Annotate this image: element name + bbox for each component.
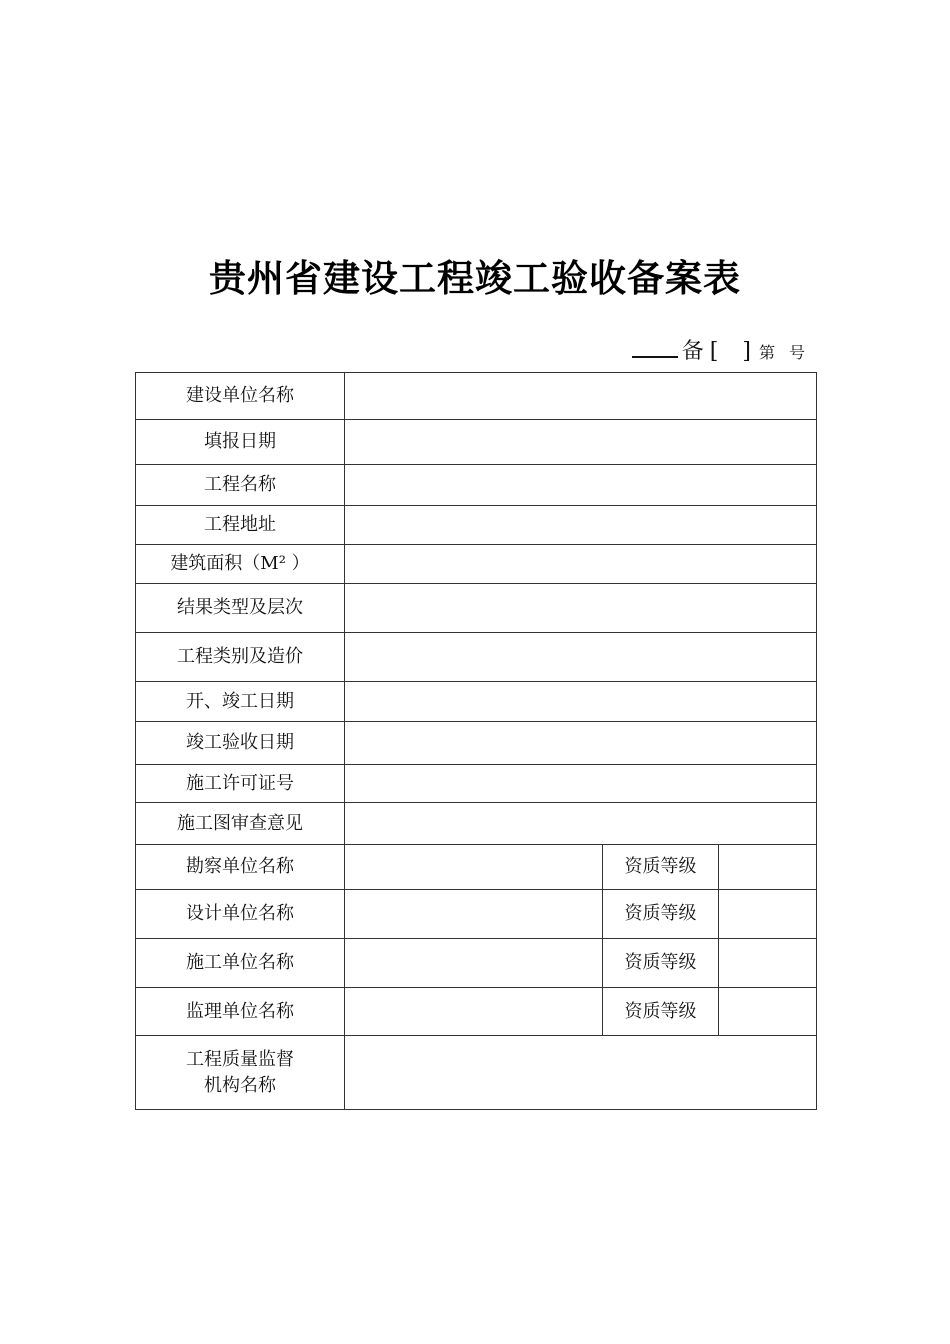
row-label: 工程地址 [136, 506, 345, 545]
unit-name-field[interactable] [345, 890, 603, 939]
row-label: 施工图审查意见 [136, 803, 345, 845]
form-row [136, 420, 817, 465]
row-label: 竣工验收日期 [136, 722, 345, 765]
unit-name-field[interactable] [345, 939, 603, 988]
row-label: 工程名称 [136, 465, 345, 506]
row-value-field[interactable] [345, 682, 817, 722]
row-value-field[interactable] [345, 803, 817, 845]
row-label: 工程类别及造价 [136, 633, 345, 682]
qualification-label: 资质等级 [603, 939, 719, 988]
row-label: 施工许可证号 [136, 765, 345, 803]
row-value-field[interactable] [345, 465, 817, 506]
qualification-label: 资质等级 [603, 890, 719, 939]
filing-form-table [135, 372, 817, 1110]
supervision-label-line1: 工程质量监督 [186, 1048, 294, 1070]
row-value-field[interactable] [345, 584, 817, 633]
form-row [136, 803, 817, 845]
form-row [136, 584, 817, 633]
form-row [136, 682, 817, 722]
qualification-label: 资质等级 [603, 845, 719, 890]
row-value-field[interactable] [345, 722, 817, 765]
supervision-label [136, 1036, 345, 1110]
record-hao: 号 [788, 343, 805, 362]
form-row [136, 765, 817, 803]
row-value-field[interactable] [345, 373, 817, 420]
unit-label: 施工单位名称 [136, 939, 345, 988]
supervision-label-line2: 机构名称 [204, 1074, 276, 1096]
qualification-field[interactable] [719, 890, 817, 939]
qualification-field[interactable] [719, 939, 817, 988]
record-prefix-blank[interactable] [632, 334, 678, 358]
row-value-field[interactable] [345, 506, 817, 545]
record-bracket-close: ] [742, 339, 751, 364]
record-di: 第 [758, 343, 789, 362]
record-number [632, 334, 805, 365]
row-value-field[interactable] [345, 765, 817, 803]
unit-row [136, 890, 817, 939]
form-row [136, 506, 817, 545]
record-bei: 备 [681, 339, 704, 364]
unit-label: 设计单位名称 [136, 890, 345, 939]
supervision-row [136, 1036, 817, 1110]
row-label: 填报日期 [136, 420, 345, 465]
document-title: 贵州省建设工程竣工验收备案表 [209, 257, 741, 300]
record-bracket-open: [ [709, 339, 719, 364]
unit-row [136, 939, 817, 988]
row-label: 开、竣工日期 [136, 682, 345, 722]
form-row [136, 633, 817, 682]
unit-label: 勘察单位名称 [136, 845, 345, 890]
unit-label: 监理单位名称 [136, 988, 345, 1036]
form-row [136, 465, 817, 506]
unit-row [136, 845, 817, 890]
qualification-field[interactable] [719, 845, 817, 890]
form-row [136, 545, 817, 584]
row-label: 结果类型及层次 [136, 584, 345, 633]
row-label: 建筑面积（M² ） [136, 545, 345, 584]
row-label: 建设单位名称 [136, 373, 345, 420]
row-value-field[interactable] [345, 545, 817, 584]
form-row [136, 373, 817, 420]
unit-row [136, 988, 817, 1036]
row-value-field[interactable] [345, 420, 817, 465]
unit-name-field[interactable] [345, 845, 603, 890]
qualification-label: 资质等级 [603, 988, 719, 1036]
qualification-field[interactable] [719, 988, 817, 1036]
row-value-field[interactable] [345, 633, 817, 682]
unit-name-field[interactable] [345, 988, 603, 1036]
form-row [136, 722, 817, 765]
supervision-value-field[interactable] [345, 1036, 817, 1110]
